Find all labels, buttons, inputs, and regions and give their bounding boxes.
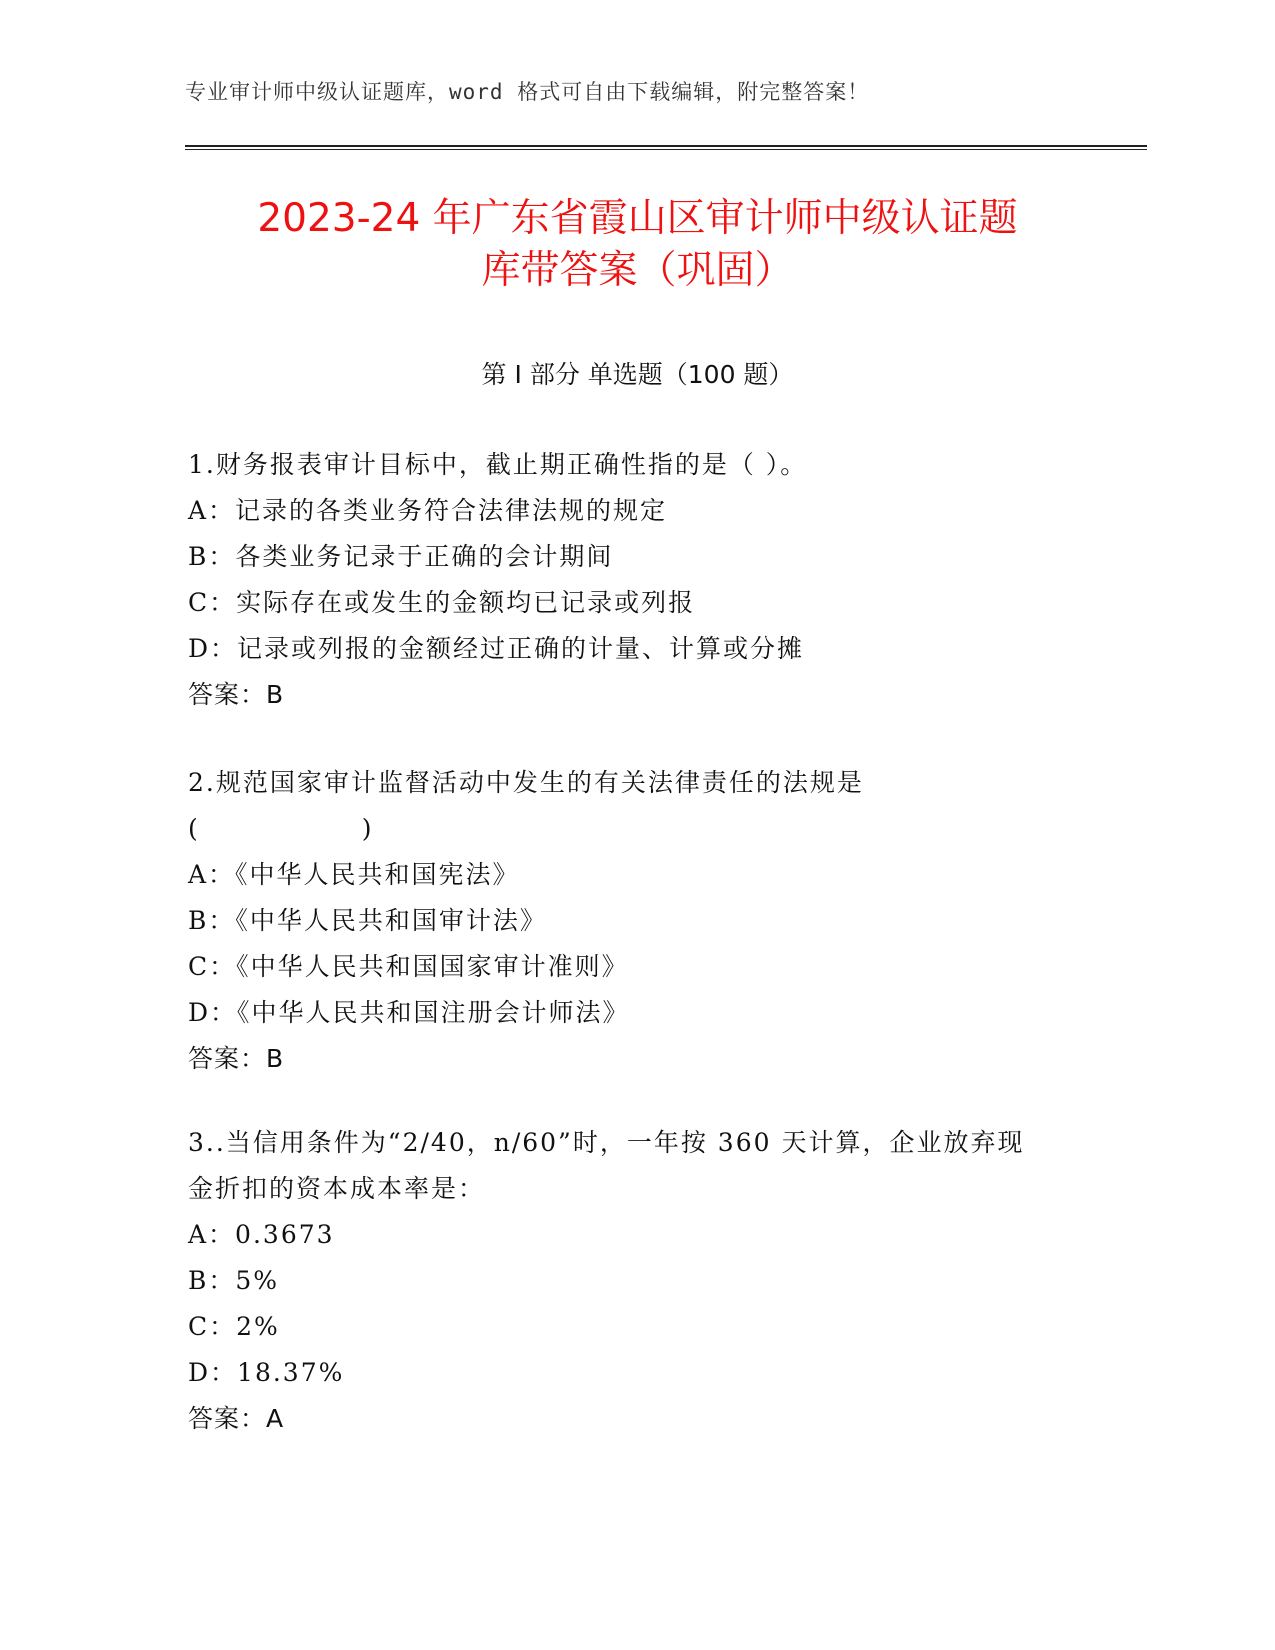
option-c: C：《中华人民共和国国家审计准则》 — [188, 952, 629, 981]
question-stem: 3..当信用条件为“2/40，n/60”时，一年按 360 天计算，企业放弃现 — [188, 1128, 1025, 1157]
option-d: D：18.37% — [188, 1358, 345, 1387]
question-stem-continued: ( ) — [188, 814, 374, 843]
question-3 — [188, 1120, 1088, 1442]
option-a: A：0.3673 — [188, 1220, 335, 1249]
option-d: D：《中华人民共和国注册会计师法》 — [188, 998, 630, 1027]
option-c: C：2% — [188, 1312, 280, 1341]
document-title — [120, 193, 1155, 297]
option-b: B：各类业务记录于正确的会计期间 — [188, 542, 614, 571]
option-b: B：5% — [188, 1266, 280, 1295]
header-divider-thin — [185, 149, 1147, 150]
section-heading: 第 I 部分 单选题（100 题） — [481, 360, 794, 389]
question-1 — [188, 442, 1088, 718]
option-a: A：记录的各类业务符合法律法规的规定 — [188, 496, 668, 525]
option-a: A：《中华人民共和国宪法》 — [188, 860, 520, 889]
option-c: C：实际存在或发生的金额均已记录或列报 — [188, 588, 696, 617]
header-divider — [185, 145, 1147, 147]
answer: 答案：B — [188, 1044, 285, 1073]
title-line-2: 库带答案（巩固） — [481, 248, 794, 293]
question-stem: 2.规范国家审计监督活动中发生的有关法律责任的法规是 — [188, 768, 864, 797]
question-stem-continued: 金折扣的资本成本率是： — [188, 1174, 486, 1203]
answer: 答案：A — [188, 1404, 285, 1433]
question-stem: 1.财务报表审计目标中，截止期正确性指的是（ ）。 — [188, 450, 808, 479]
title-line-1: 2023-24 年广东省霞山区审计师中级认证题 — [257, 196, 1018, 241]
question-2 — [188, 760, 1088, 1082]
answer: 答案：B — [188, 680, 285, 709]
header-note: 专业审计师中级认证题库，word 格式可自由下载编辑，附完整答案！ — [185, 80, 870, 104]
option-b: B：《中华人民共和国审计法》 — [188, 906, 547, 935]
option-d: D：记录或列报的金额经过正确的计量、计算或分摊 — [188, 634, 805, 663]
